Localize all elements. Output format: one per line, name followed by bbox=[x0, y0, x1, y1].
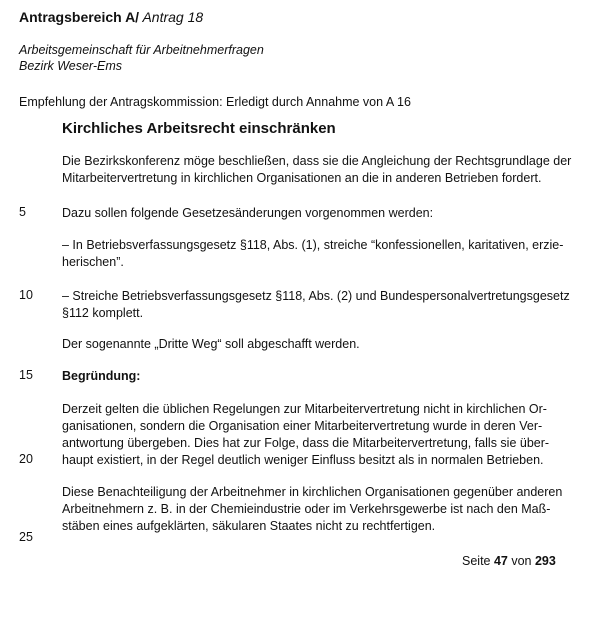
line-number-15: 15 bbox=[19, 368, 33, 382]
commission-recommendation: Empfehlung der Antragskommission: Erledigt durch Annahme von A 16 bbox=[19, 95, 411, 109]
motion-title: Kirchliches Arbeitsrecht einschränken bbox=[62, 120, 336, 137]
line-number-5: 5 bbox=[19, 205, 26, 219]
page-footer bbox=[462, 554, 556, 568]
line-number-10: 10 bbox=[19, 288, 33, 302]
motion-number: Antrag 18 bbox=[139, 9, 204, 25]
paragraph-6-line-1: Derzeit gelten die üblichen Regelungen zur Mitarbeitervertretung nicht in kirchlichen Or- bbox=[62, 402, 547, 416]
paragraph-2: Dazu sollen folgende Gesetzesänderungen vorgenommen werden: bbox=[62, 206, 434, 220]
paragraph-4-line-1: – Streiche Betriebsverfassungsgesetz §118, Abs. (2) und Bundespersonalvertretungsgesetz bbox=[62, 289, 570, 303]
line-number-20: 20 bbox=[19, 452, 33, 466]
line-number-25: 25 bbox=[19, 530, 33, 544]
paragraph-4-line-2: §112 komplett. bbox=[62, 306, 144, 320]
paragraph-1-line-2: Mitarbeitervertretung in kirchlichen Organisationen an die in anderen Betrieben fordert. bbox=[62, 171, 542, 185]
submitter-line-1: Arbeitsgemeinschaft für Arbeitnehmerfragen bbox=[19, 43, 264, 57]
reason-heading: Begründung: bbox=[62, 369, 141, 383]
paragraph-1-line-1: Die Bezirkskonferenz möge beschließen, dass sie die Angleichung der Rechtsgrundlage der bbox=[62, 154, 572, 168]
paragraph-6-line-3: antwortung übergeben. Dies hat zur Folge, dass die Mitarbeitervertretung, falls sie über- bbox=[62, 436, 550, 450]
paragraph-3-line-2: herischen”. bbox=[62, 255, 124, 269]
footer-middle: von bbox=[507, 554, 535, 568]
footer-prefix: Seite bbox=[462, 554, 494, 568]
paragraph-6-line-4: haupt existiert, in der Regel deutlich weniger Einfluss besitzt als in normalen Betrieben. bbox=[62, 453, 544, 467]
submitter-line-2: Bezirk Weser-Ems bbox=[19, 59, 123, 73]
motion-area: Antragsbereich A/ bbox=[19, 9, 140, 25]
paragraph-3-line-1: – In Betriebsverfassungsgesetz §118, Abs. (1), streiche “konfessionellen, karitativen, erzie- bbox=[62, 238, 564, 252]
paragraph-7-line-3: stäben eines aufgeklärten, säkularen Staates nicht zu rechtfertigen. bbox=[62, 519, 436, 533]
paragraph-6-line-2: ganisationen, sondern die Organisation einer Mitarbeitervertretung wurde in deren Ver- bbox=[62, 419, 543, 433]
paragraph-7-line-2: Arbeitnehmern z. B. in der Chemieindustrie oder im Verkehrsgewerbe ist nach den Maß- bbox=[62, 502, 551, 516]
footer-page-total: 293 bbox=[534, 554, 556, 568]
motion-header bbox=[19, 9, 203, 25]
footer-page-number: 47 bbox=[493, 554, 508, 568]
paragraph-7-line-1: Diese Benachteiligung der Arbeitnehmer in kirchlichen Organisationen gegenüber anderen bbox=[62, 485, 563, 499]
paragraph-5: Der sogenannte „Dritte Weg“ soll abgeschafft werden. bbox=[62, 337, 360, 351]
